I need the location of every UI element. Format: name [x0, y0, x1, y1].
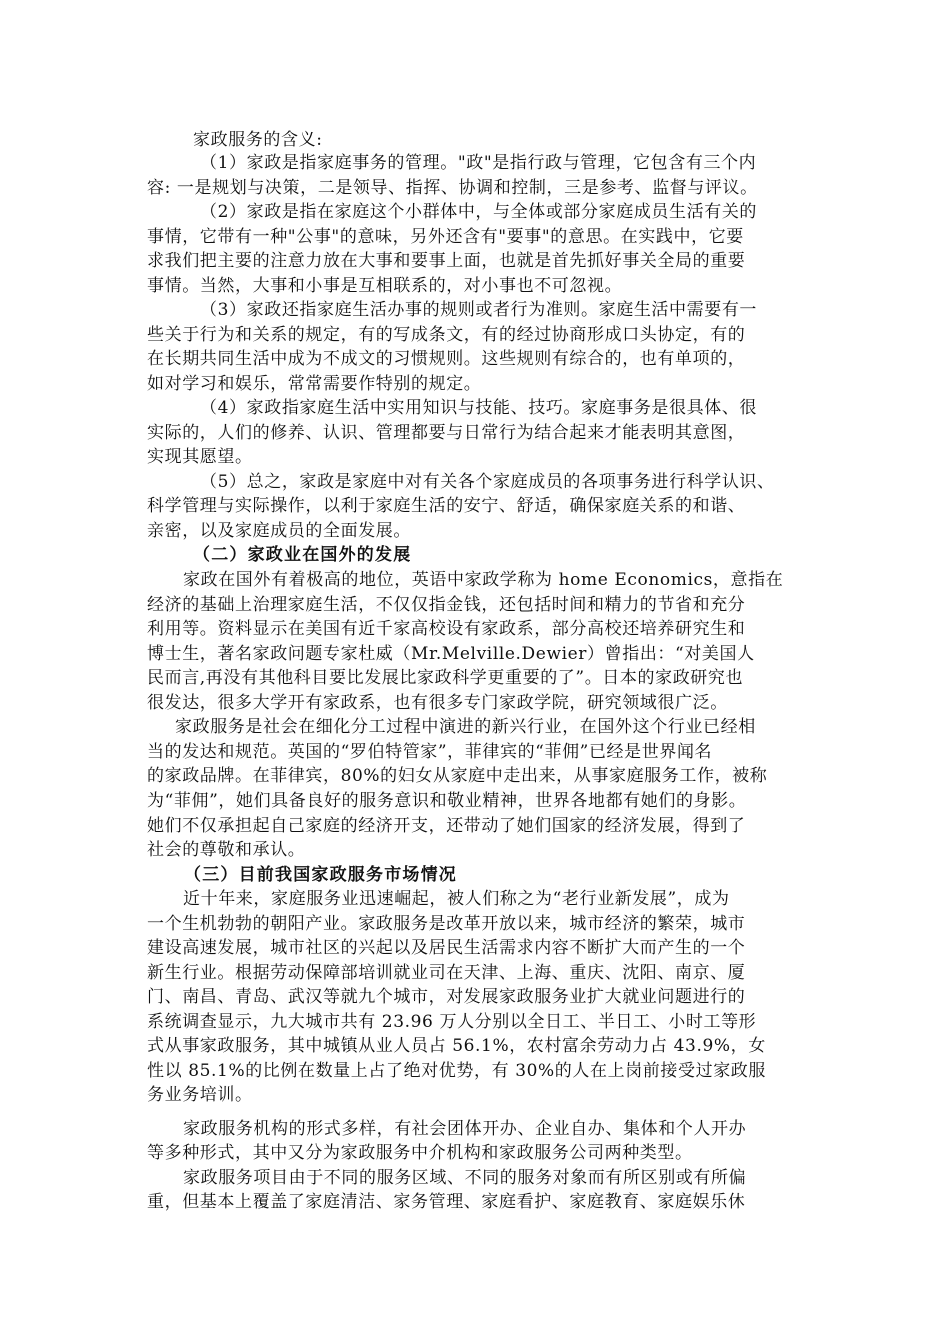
text-line: 近十年来，家庭服务业迅速崛起，被人们称之为“老行业新发展”，成为: [183, 889, 730, 909]
text-line: 利用等。资料显示在美国有近千家高校设有家政系，部分高校还培养研究生和: [147, 619, 746, 639]
text-line: 经济的基础上治理家庭生活，不仅仅指金钱，还包括时间和精力的节省和充分: [147, 595, 746, 615]
text-line: 科学管理与实际操作，以利于家庭生活的安宁、舒适，确保家庭关系的和谐、: [147, 496, 746, 516]
text-line: （3）家政还指家庭生活办事的规则或者行为准则。家庭生活中需要有一: [200, 300, 758, 320]
section-heading: （二）家政业在国外的发展: [193, 545, 412, 565]
text-line: （5）总之，家政是家庭中对有关各个家庭成员的各项事务进行科学认识、: [200, 472, 775, 492]
text-line: 实际的，人们的修养、认识、管理都要与日常行为结合起来才能表明其意图，: [147, 423, 746, 443]
text-line: （2）家政是指在家庭这个小群体中，与全体或部分家庭成员生活有关的: [200, 202, 758, 222]
text-line: 家政服务项目由于不同的服务区域、不同的服务对象而有所区别或有所偏: [183, 1168, 747, 1188]
text-line: 她们不仅承担起自己家庭的经济开支，还带动了她们国家的经济发展，得到了: [147, 816, 746, 836]
text-line: 家政服务机构的形式多样，有社会团体开办、企业自办、集体和个人开办: [183, 1119, 747, 1139]
text-line: 为“菲佣”，她们具备良好的服务意识和敬业精神，世界各地都有她们的身影。: [147, 791, 747, 811]
text-line: 事情，它带有一种"公事"的意味，另外还含有"要事"的意思。在实践中，它要: [147, 227, 744, 247]
section-heading: （三）目前我国家政服务市场情况: [184, 865, 457, 885]
text-line: 在长期共同生活中成为不成文的习惯规则。这些规则有综合的，也有单项的，: [147, 349, 746, 369]
text-line: 系统调查显示，九大城市共有 23.96 万人分别以全日工、半日工、小时工等形: [147, 1012, 757, 1032]
text-line: 求我们把主要的注意力放在大事和要事上面，也就是首先抓好事关全局的重要: [147, 251, 746, 271]
text-line: 重，但基本上覆盖了家庭清洁、家务管理、家庭看护、家庭教育、家庭娱乐休: [147, 1192, 746, 1212]
text-line: 事情。当然，大事和小事是互相联系的，对小事也不可忽视。: [147, 276, 623, 296]
text-line: 家政服务的含义:: [193, 130, 323, 150]
text-line: 新生行业。根据劳动保障部培训就业司在天津、上海、重庆、沈阳、南京、厦: [147, 963, 746, 983]
text-line: 亲密，以及家庭成员的全面发展。: [147, 521, 411, 541]
text-line: 的家政品牌。在菲律宾，80%的妇女从家庭中走出来，从事家庭服务工作，被称: [147, 766, 768, 786]
text-line: 社会的尊敬和承认。: [147, 840, 306, 860]
text-line: 建设高速发展，城市社区的兴起以及居民生活需求内容不断扩大而产生的一个: [147, 938, 746, 958]
text-line: 博士生，著名家政问题专家杜威（Mr.Melville.Dewier）曾指出：“对美国人: [147, 644, 755, 664]
text-line: 民而言,再没有其他科目要比发展比家政科学更重要的了”。日本的家政研究也: [147, 668, 744, 688]
text-line: 务业务培训。: [147, 1085, 253, 1105]
text-line: 当的发达和规范。英国的“罗伯特管家”，菲律宾的“菲佣”已经是世界闻名: [147, 742, 713, 762]
text-line: 家政服务是社会在细化分工过程中演进的新兴行业，在国外这个行业已经相: [175, 717, 756, 737]
text-line: 如对学习和娱乐，常常需要作特别的规定。: [147, 374, 482, 394]
text-line: 些关于行为和关系的规定，有的写成条文，有的经过协商形成口头协定，有的: [147, 325, 746, 345]
text-line: 一个生机勃勃的朝阳产业。家政服务是改革开放以来，城市经济的繁荣，城市: [147, 914, 746, 934]
text-line: 门、南昌、青岛、武汉等就九个城市，对发展家政服务业扩大就业问题进行的: [147, 987, 746, 1007]
text-line: （4）家政指家庭生活中实用知识与技能、技巧。家庭事务是很具体、很: [200, 398, 758, 418]
text-line: （1）家政是指家庭事务的管理。"政"是指行政与管理，它包含有三个内: [200, 153, 757, 173]
text-line: 容: 一是规划与决策，二是领导、指挥、协调和控制，三是参考、监督与评议。: [147, 178, 758, 198]
text-line: 性以 85.1%的比例在数量上占了绝对优势，有 30%的人在上岗前接受过家政服: [147, 1061, 766, 1081]
text-line: 实现其愿望。: [147, 447, 253, 467]
text-line: 式从事家政服务，其中城镇从业人员占 56.1%，农村富余劳动力占 43.9%，女: [147, 1036, 766, 1056]
text-line: 很发达，很多大学开有家政系，也有很多专门家政学院，研究领域很广泛。: [147, 693, 728, 713]
text-line: 家政在国外有着极高的地位，英语中家政学称为 home Economics，意指在: [183, 570, 784, 590]
text-line: 等多种形式，其中又分为家政服务中介机构和家政服务公司两种类型。: [147, 1143, 693, 1163]
